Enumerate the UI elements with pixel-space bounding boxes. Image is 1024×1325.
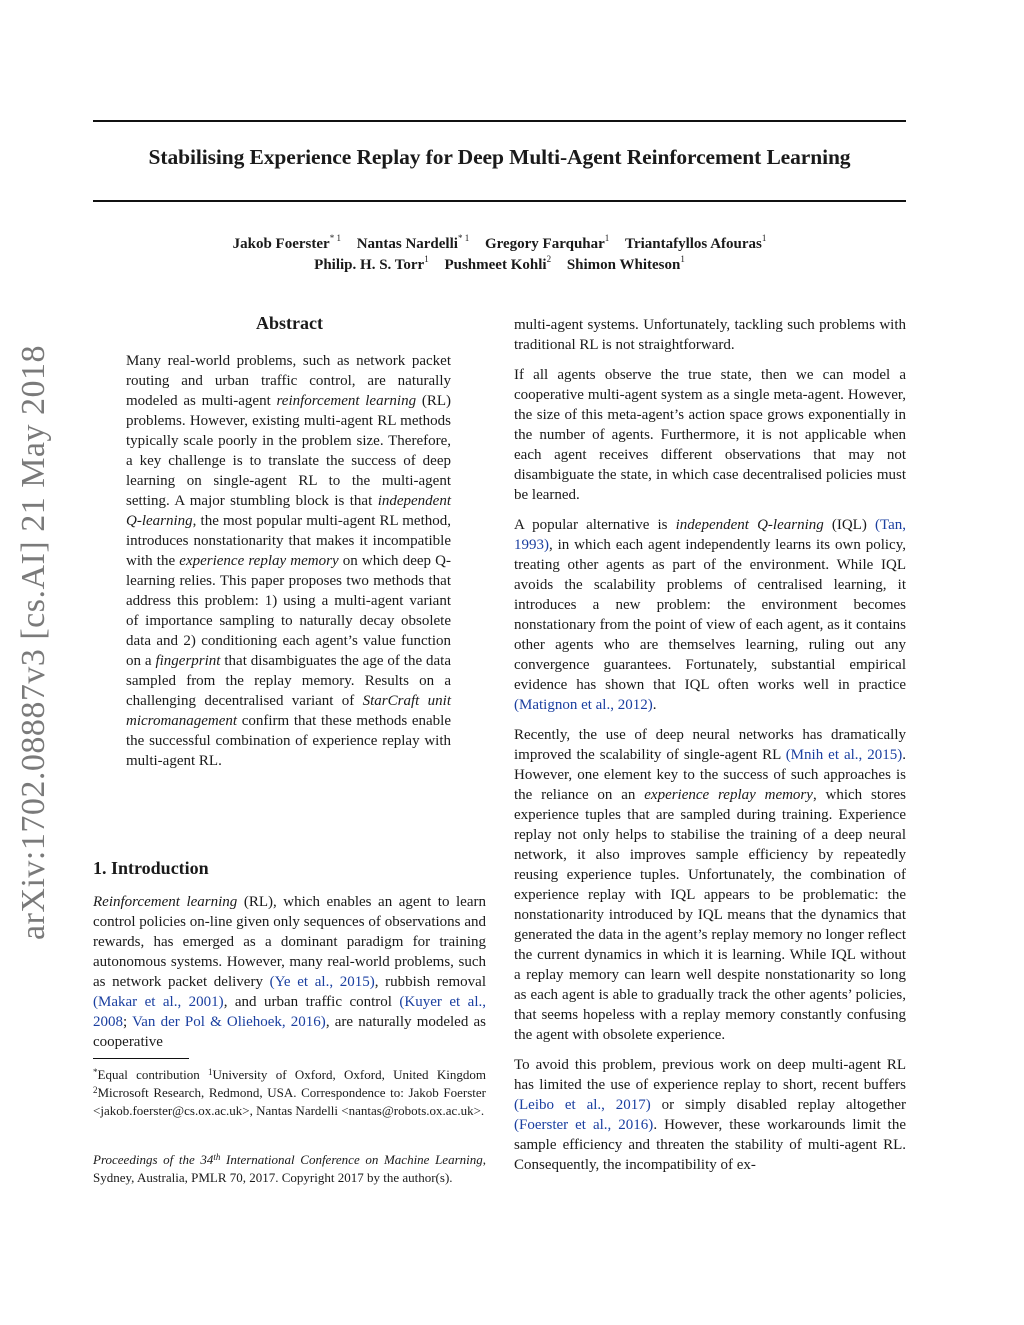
section-heading-introduction: 1. Introduction: [93, 858, 209, 878]
abstract-heading: Abstract: [256, 313, 323, 333]
right-column: [514, 315, 906, 1185]
citation-link[interactable]: (Ye et al., 2015): [269, 974, 375, 990]
citation-link[interactable]: (Leibo et al., 2017): [514, 1097, 651, 1113]
citation-link[interactable]: Van der Pol & Oliehoek, 2016): [132, 1014, 326, 1030]
author-list-line-1: [93, 233, 906, 253]
abstract-body: Many real-world problems, such as network packet routing and urban traffic control, are naturally modeled as multi-agent reinforcement learning (RL) problems. However, existing multi-agent RL methods typically scale poorly in the problem size. Therefore, a key challenge is to translate the success of deep learning on single-agent RL to the multi-agent setting. A major stumbling block is that independent Q-learning, the most popular multi-agent RL method, introduces nonstationarity that makes it incompatible with the experience replay memory on which deep Q-learning relies. This paper proposes two methods that address this problem: 1) using a multi-agent variant of importance sampling to naturally decay obsolete data and 2) conditioning each agent’s value function on a fingerprint that disambiguates the age of the data sampled from the replay memory. Results on a challenging decentralised variant of StarCraft unit micromanagement confirm that these methods enable the successful combination of experience replay with multi-agent RL.: [126, 353, 451, 769]
citation-link[interactable]: (Kuyer et al., 2008: [93, 994, 486, 1030]
paragraph: To avoid this problem, previous work on deep multi-agent RL has limited the use of experience replay to short, recent buffers (Leibo et al., 2017) or simply disabled replay altogether (Foerster et al., 2016). However, these workarounds limit the sample efficiency and threaten the stability of multi-agent RL. Consequently, the incompatibility of ex-: [514, 1057, 906, 1173]
proceedings-note: Proceedings of the 34th International Conference on Machine Learning, Sydney, Australia, PMLR 70, 2017. Copyright 2017 by the author(s).: [93, 1152, 486, 1185]
author: Gregory Farquhar$^1$: [484, 233, 610, 252]
title-bottom-rule: [93, 200, 906, 202]
paragraph: A popular alternative is independent Q-learning (IQL) (Tan, 1993), in which each agent independently learns its own policy, treating other agents as part of the environment. While IQL avoids the scalability problems of centralised learning, it introduces a new problem: the environment becomes nonstationary from the point of view of each agent, as it contains other agents who are themselves learning, ruling out any convergence guarantees. Fortunately, substantial empirical evidence has shown that IQL often works well in practice (Matignon et al., 2012).: [514, 517, 906, 713]
footnote-rule: [93, 1058, 189, 1059]
citation-link[interactable]: (Matignon et al., 2012): [514, 697, 653, 713]
citation-link[interactable]: (Foerster et al., 2016): [514, 1117, 654, 1133]
author: Shimon Whiteson$^1$: [566, 254, 685, 273]
citation-link[interactable]: (Makar et al., 2001): [93, 994, 224, 1010]
author: Nantas Nardelli$^{* 1}$: [356, 233, 470, 252]
author: Pushmeet Kohli$^2$: [444, 254, 552, 273]
author-list-line-2: [93, 254, 906, 274]
paper-title: Stabilising Experience Replay for Deep Multi-Agent Reinforcement Learning: [148, 145, 851, 169]
author: Triantafyllos Afouras$^1$: [625, 233, 767, 252]
citation-link[interactable]: (Tan, 1993): [514, 517, 906, 553]
title-top-rule: [93, 120, 906, 122]
arxiv-stamp: arXiv:1702.08887v3 [cs.AI] 21 May 2018: [15, 344, 52, 940]
intro-paragraph: Reinforcement learning (RL), which enables an agent to learn control policies on-line given only sequences of observations and rewards, has emerged as a dominant paradigm for training autonomous systems. However, many real-world problems, such as network packet delivery (Ye et al., 2015), rubbish removal (Makar et al., 2001), and urban traffic control (Kuyer et al., 2008; Van der Pol & Oliehoek, 2016), are naturally modeled as cooperative: [93, 894, 487, 1050]
paragraph: Recently, the use of deep neural networks has dramatically improved the scalability of single-agent RL (Mnih et al., 2015). However, one element key to the success of such approaches is the reliance on an experience replay memory, which stores experience tuples that are sampled during training. Experience replay not only helps to stabilise the training of a deep neural network, it also improves sample efficiency by repeatedly reusing experience tuples. Unfortunately, the combination of experience replay with IQL appears to be problematic: the nonstationarity introduced by IQL means that the dynamics that generated the data in the agent’s replay memory no longer reflect the current dynamics in which it is learning. While IQL without a replay memory can learn well despite nonstationarity so long as each agent is able to gradually track the other agents’ policies, that seems hopeless with a replay memory constantly confusing the agent with obsolete experience.: [514, 727, 906, 1043]
author: Philip. H. S. Torr$^1$: [314, 254, 429, 273]
paragraph: multi-agent systems. Unfortunately, tackling such problems with traditional RL is not straightforward.: [514, 317, 906, 353]
footnote: *Equal contribution $^1$University of Oxford, Oxford, United Kingdom $^2$Microsoft Research, Redmond, USA. Correspondence to: Jakob Foerster <jakob.foerster@cs.ox.ac.uk>, Nantas Nardelli <nantas@robots.ox.ac.uk>.: [93, 1067, 486, 1118]
citation-link[interactable]: (Mnih et al., 2015): [785, 747, 903, 763]
paragraph: If all agents observe the true state, then we can model a cooperative multi-agent system as a single meta-agent. However, the size of this meta-agent’s action space grows exponentially in the number of agents. Furthermore, it is not applicable when each agent receives different observations that may not disambiguate the state, in which case decentralised policies must be learned.: [514, 367, 906, 503]
author: Jakob Foerster$^{* 1}$: [232, 233, 341, 252]
